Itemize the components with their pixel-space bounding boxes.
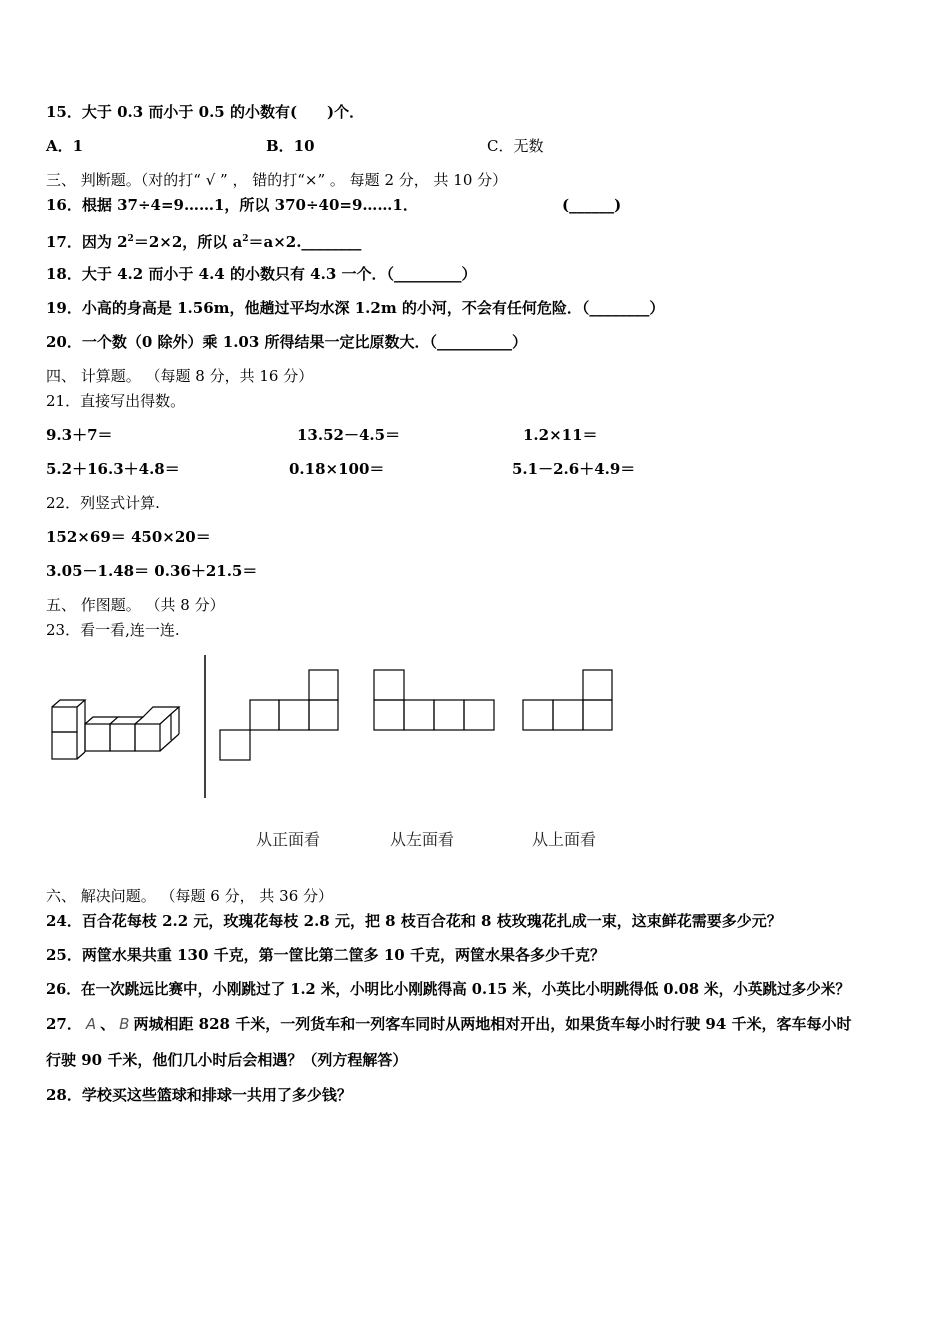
- q21-r2-c3: 5.1－2.6＋4.9＝: [512, 460, 636, 478]
- q16-blank: (______): [562, 196, 622, 214]
- q27-num: 27．: [46, 1015, 82, 1033]
- q17-text: [46, 229, 361, 252]
- q25-text: 25．两筐水果共重 130 千克，第一筐比第二筐多 10 千克，两筐水果各多少千克？: [46, 946, 605, 964]
- view-label-front: 从正面看: [256, 830, 321, 849]
- q27-line1: [46, 1014, 852, 1034]
- q15-option-c: C．无数: [487, 137, 544, 155]
- q28-text: 28．学校买这些篮球和排球一共用了多少钱？: [46, 1086, 352, 1104]
- q27-line2: 行驶 90 千米，他们几小时后会相遇？（列方程解答）: [46, 1051, 408, 1069]
- q24-text: 24．百合花每枝 2.2 元，玫瑰花每枝 2.8 元，把 8 枝百合花和 8 枝玫瑰花扎成一束，这束鲜花需要多少元？: [46, 912, 782, 930]
- q27-sep: 、: [100, 1015, 116, 1033]
- q27-var-a: A: [85, 1015, 97, 1033]
- q21-stem: 21．直接写出得数。: [46, 392, 186, 410]
- q18-text: 18．大于 4.2 而小于 4.4 的小数只有 4.3 一个．（_________）: [46, 265, 477, 283]
- q15-option-b: B．10: [266, 137, 315, 155]
- q19-text: 19．小高的身高是 1.56m，他趟过平均水深 1.2m 的小河，不会有任何危险．（________）: [46, 299, 665, 317]
- section4-title: 四、 计算题。 （每题 8 分，共 16 分）: [46, 367, 314, 385]
- q21-r1-c3: 1.2×11＝: [523, 426, 598, 444]
- q21-r2-c2: 0.18×100＝: [289, 460, 385, 478]
- q17-sup1: 2: [127, 234, 134, 244]
- q17-pre: 17．因为 2: [46, 233, 128, 251]
- q27-line1-text: 两城相距 828 千米，一列货车和一列客车同时从两地相对开出，如果货车每小时行驶 94 千米，客车每小时: [133, 1015, 852, 1033]
- q22-row2: 3.05－1.48＝ 0.36＋21.5＝: [46, 562, 258, 580]
- q21-r1-c1: 9.3＋7＝: [46, 426, 113, 444]
- section5-title: 五、 作图题。 （共 8 分）: [46, 596, 225, 614]
- q21-r2-c1: 5.2＋16.3＋4.8＝: [46, 460, 180, 478]
- section6-title: 六、 解决问题。 （每题 6 分， 共 36 分）: [46, 887, 334, 905]
- q22-stem: 22．列竖式计算.: [46, 494, 160, 512]
- cube-solid-figure: [40, 650, 200, 770]
- q22-row1: 152×69＝ 450×20＝: [46, 528, 211, 546]
- q21-r1-c2: 13.52－4.5＝: [297, 426, 401, 444]
- q15-option-a: A．1: [46, 137, 84, 155]
- view-shape-3: [519, 666, 617, 734]
- figure-divider: [200, 655, 210, 800]
- q23-stem: 23．看一看,连一连.: [46, 621, 180, 639]
- q17-sup2: 2: [242, 234, 249, 244]
- q16-text: 16．根据 37÷4=9……1，所以 370÷40=9……1．: [46, 196, 418, 214]
- view-label-top: 从上面看: [532, 830, 597, 849]
- view-label-left: 从左面看: [390, 830, 455, 849]
- q15-stem: 15．大于 0.3 而小于 0.5 的小数有( )个．: [46, 103, 365, 121]
- view-shape-1: [216, 666, 342, 764]
- q17-post: ＝a×2.________: [248, 233, 362, 251]
- q17-mid: ＝2×2，所以 a: [133, 233, 243, 251]
- view-shape-2: [370, 666, 498, 734]
- q27-var-b: B: [119, 1015, 130, 1033]
- q20-text: 20．一个数（0 除外）乘 1.03 所得结果一定比原数大．（__________）: [46, 333, 528, 351]
- q26-text: 26．在一次跳远比赛中，小刚跳过了 1.2 米，小明比小刚跳得高 0.15 米，小英比小明跳得低 0.08 米，小英跳过多少米？: [46, 981, 850, 998]
- section3-title: 三、 判断题。（对的打“ √ ” ， 错的打“×” 。 每题 2 分， 共 10 分）: [46, 171, 508, 189]
